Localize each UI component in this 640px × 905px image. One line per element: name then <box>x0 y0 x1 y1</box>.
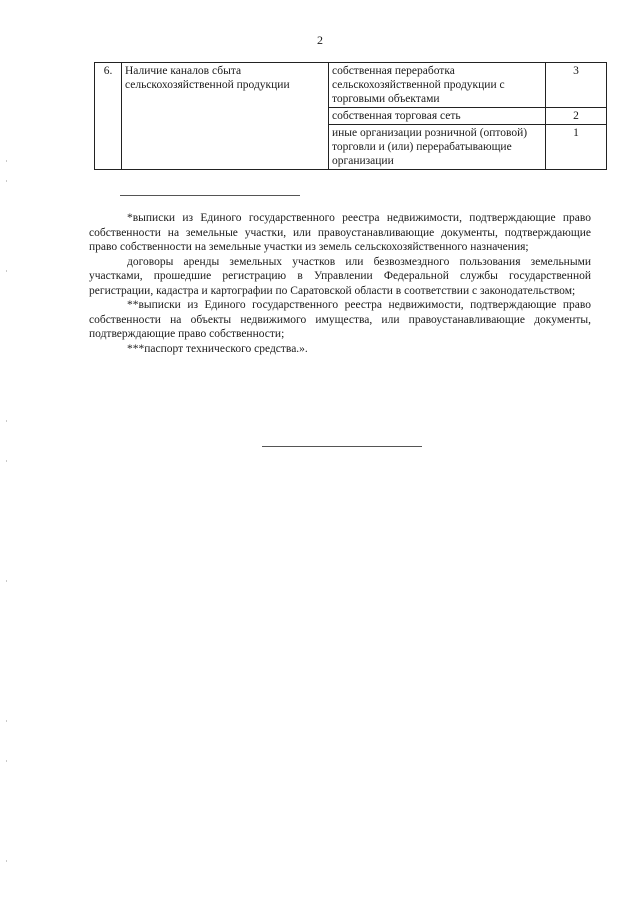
footnote-paragraph: *выписки из Единого государственного реестра недвижимости, подтверждающие право собственности на земельные участки, или правоустанавливающие документы, подтверждающие право собственности на земельные участки из земель сельскохозяйственного назначения; <box>89 212 591 253</box>
footnote-paragraph: договоры аренды земельных участков или безвозмездного пользования земельными участками, прошедшие регистрацию в Управлении Федеральной службы государственной регистрации, кадастра и картографии по Саратовской области в соответствии с законодательством; <box>89 255 591 297</box>
option-cell: иные организации розничной (оптовой) торговли и (или) перерабатывающие организации <box>329 125 546 170</box>
table-row <box>95 63 607 108</box>
scan-artifact-marks <box>6 160 10 900</box>
score-cell: 3 <box>546 63 607 108</box>
footnotes <box>89 211 591 356</box>
end-divider <box>262 446 422 447</box>
score-cell: 1 <box>546 125 607 170</box>
criteria-table <box>94 62 607 170</box>
footnote-divider <box>120 195 300 196</box>
page-number: 2 <box>317 33 323 47</box>
score-cell: 2 <box>546 108 607 125</box>
criterion-cell: Наличие каналов сбыта сельскохозяйственной продукции <box>122 63 329 170</box>
footnote-paragraph: ***паспорт технического средства.». <box>127 342 308 355</box>
footnote-paragraph: **выписки из Единого государственного реестра недвижимости, подтверждающие право собственности на объекты недвижимого имущества, или правоустанавливающие документы, подтверждающие право собственности; <box>89 299 591 340</box>
option-cell: собственная переработка сельскохозяйственной продукции с торговыми объектами <box>329 63 546 108</box>
option-cell: собственная торговая сеть <box>329 108 546 125</box>
row-number: 6. <box>95 63 122 170</box>
